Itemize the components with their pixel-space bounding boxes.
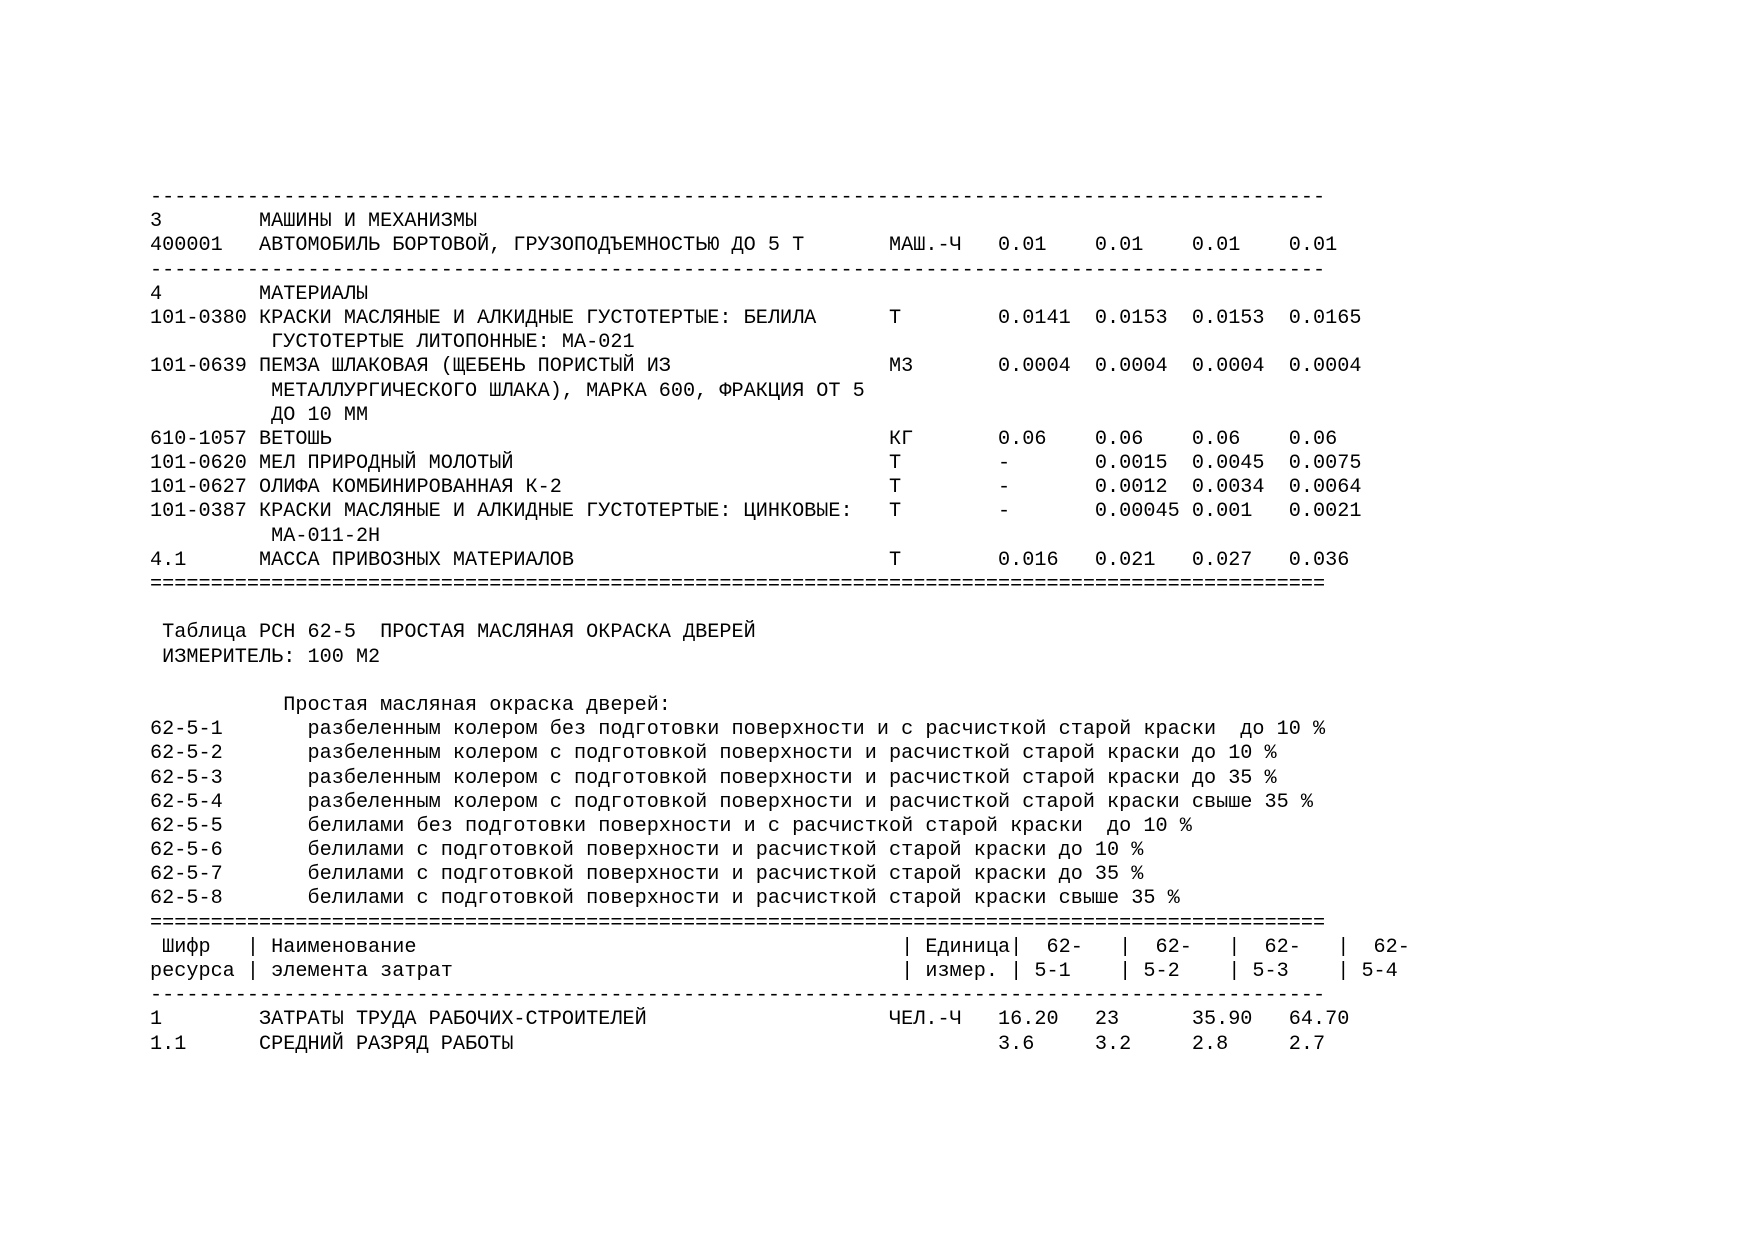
work-item: 62-5-6 белилами с подготовкой поверхности и расчисткой старой краски до 10 % bbox=[150, 839, 1144, 863]
resource-row: 101-0380 КРАСКИ МАСЛЯНЫЕ И АЛКИДНЫЕ ГУСТОТЕРТЫЕ: БЕЛИЛА Т 0.0141 0.0153 0.0153 0.0165 bbox=[150, 306, 1362, 330]
resource-row: 610-1057 ВЕТОШЬ КГ 0.06 0.06 0.06 0.06 bbox=[150, 427, 1338, 451]
work-item: 62-5-3 разбеленным колером с подготовкой поверхности и расчисткой старой краски до 35 % bbox=[150, 766, 1277, 790]
resource-row: 101-0627 ОЛИФА КОМБИНИРОВАННАЯ К-2 Т - 0.0012 0.0034 0.0064 bbox=[150, 476, 1362, 500]
work-item: 62-5-2 разбеленным колером с подготовкой поверхности и расчисткой старой краски до 10 % bbox=[150, 742, 1277, 766]
dashed-separator: ------------------------------------------------------------------------------------------------- bbox=[150, 984, 1326, 1008]
work-item: 62-5-1 разбеленным колером без подготовки поверхности и с расчисткой старой краски до 10 % bbox=[150, 718, 1326, 742]
section-heading-materials: 4 МАТЕРИАЛЫ bbox=[150, 282, 369, 306]
section-heading-machines: 3 МАШИНЫ И МЕХАНИЗМЫ bbox=[150, 210, 478, 234]
resource-row: 101-0639 ПЕМЗА ШЛАКОВАЯ (ЩЕБЕНЬ ПОРИСТЫЙ ИЗ М3 0.0004 0.0004 0.0004 0.0004 bbox=[150, 355, 1362, 379]
resource-row: 400001 АВТОМОБИЛЬ БОРТОВОЙ, ГРУЗОПОДЪЕМНОСТЬЮ ДО 5 Т МАШ.-Ч 0.01 0.01 0.01 0.01 bbox=[150, 234, 1338, 258]
resource-row-total-mass: 4.1 МАССА ПРИВОЗНЫХ МАТЕРИАЛОВ Т 0.016 0.021 0.027 0.036 bbox=[150, 548, 1350, 572]
double-separator: ================================================================================================= bbox=[150, 573, 1326, 596]
double-separator: ================================================================================================= bbox=[150, 911, 1326, 935]
resource-row: 101-0387 КРАСКИ МАСЛЯНЫЕ И АЛКИДНЫЕ ГУСТОТЕРТЫЕ: ЦИНКОВЫЕ: Т - 0.00045 0.001 0.0021 bbox=[150, 500, 1362, 524]
resource-row: 101-0620 МЕЛ ПРИРОДНЫЙ МОЛОТЫЙ Т - 0.0015 0.0045 0.0075 bbox=[150, 452, 1362, 476]
table-header-row-2: ресурса | элемента затрат | измер. | 5-1 | 5-2 | 5-3 | 5-4 bbox=[150, 960, 1398, 983]
resource-row-average-grade: 1.1 СРЕДНИЙ РАЗРЯД РАБОТЫ 3.6 3.2 2.8 2.7 bbox=[150, 1032, 1326, 1056]
resource-row-continuation: ДО 10 ММ bbox=[150, 403, 369, 427]
resource-row-labor: 1 ЗАТРАТЫ ТРУДА РАБОЧИХ-СТРОИТЕЛЕЙ ЧЕЛ.-Ч 16.20 23 35.90 64.70 bbox=[150, 1008, 1350, 1032]
work-item: 62-5-5 белилами без подготовки поверхности и с расчисткой старой краски до 10 % bbox=[150, 814, 1192, 838]
resource-row-continuation: ГУСТОТЕРТЫЕ ЛИТОПОННЫЕ: МА-021 bbox=[150, 331, 635, 355]
blank-line bbox=[150, 597, 1430, 621]
document-page bbox=[150, 186, 1430, 1057]
resource-row-continuation: МЕТАЛЛУРГИЧЕСКОГО ШЛАКА), МАРКА 600, ФРАКЦИЯ ОТ 5 bbox=[150, 379, 865, 403]
work-item: 62-5-8 белилами с подготовкой поверхности и расчисткой старой краски свыше 35 % bbox=[150, 887, 1180, 911]
dashed-separator: ------------------------------------------------------------------------------------------------- bbox=[150, 258, 1326, 282]
work-description-heading: Простая масляная окраска дверей: bbox=[150, 693, 671, 717]
work-item: 62-5-7 белилами с подготовкой поверхности и расчисткой старой краски до 35 % bbox=[150, 863, 1144, 887]
table-title: Таблица РСН 62-5 ПРОСТАЯ МАСЛЯНАЯ ОКРАСКА ДВЕРЕЙ bbox=[150, 621, 756, 645]
table-header-row-1: Шифр | Наименование | Единица| 62- | 62- | 62- | 62- bbox=[150, 935, 1410, 959]
resource-row-continuation: МА-011-2Н bbox=[150, 524, 381, 548]
table-unit: ИЗМЕРИТЕЛЬ: 100 М2 bbox=[150, 645, 381, 669]
blank-line bbox=[150, 670, 1430, 694]
work-item: 62-5-4 разбеленным колером с подготовкой поверхности и расчисткой старой краски свыше 35 % bbox=[150, 790, 1313, 814]
dashed-separator: ------------------------------------------------------------------------------------------------- bbox=[150, 186, 1326, 209]
